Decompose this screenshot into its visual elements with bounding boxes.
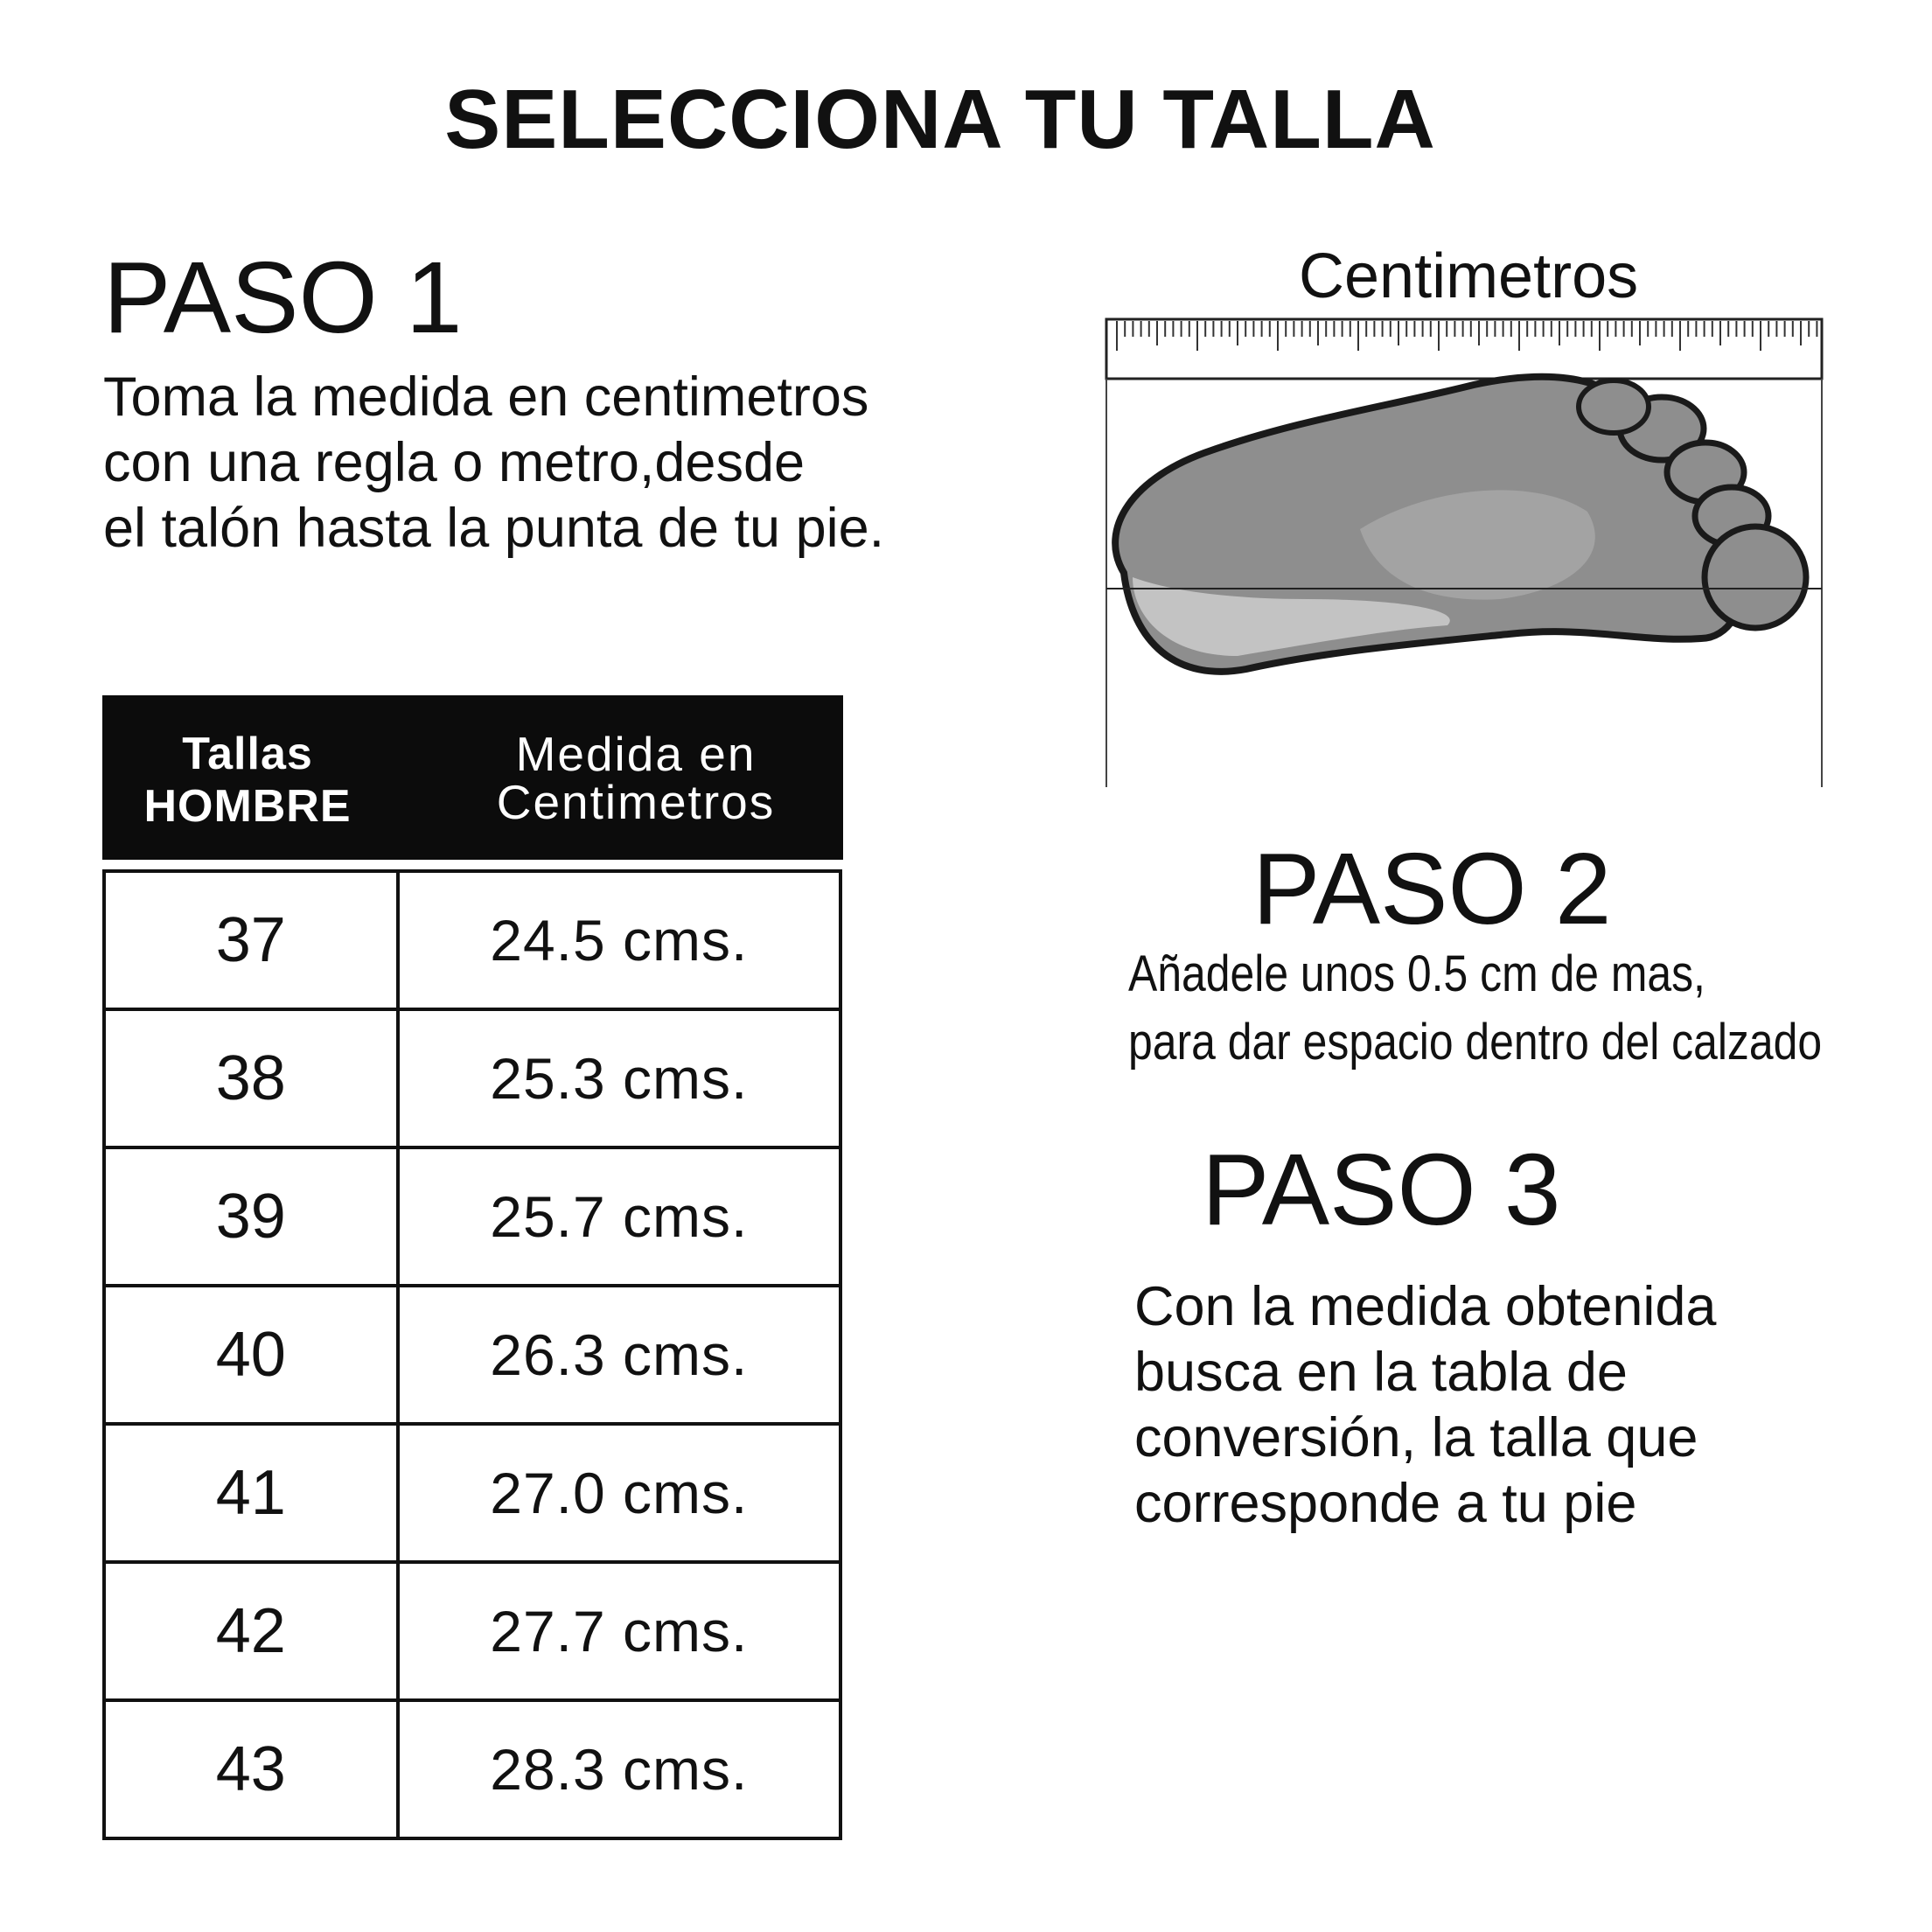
size-cell: 38 bbox=[104, 1009, 398, 1147]
header-tallas-line1: Tallas bbox=[182, 729, 313, 779]
measure-cell: 24.5 cms. bbox=[398, 871, 840, 1009]
paso3-line-3: conversión, la talla que bbox=[1134, 1407, 1698, 1468]
foot-icon bbox=[1106, 377, 1822, 672]
size-cell: 37 bbox=[104, 871, 398, 1009]
paso1-heading: PASO 1 bbox=[103, 241, 463, 354]
size-cell: 39 bbox=[104, 1147, 398, 1286]
paso1-text bbox=[103, 365, 884, 561]
paso3-text bbox=[1134, 1274, 1716, 1537]
measure-cell: 25.7 cms. bbox=[398, 1147, 840, 1286]
paso1-line-3: el talón hasta la punta de tu pie. bbox=[103, 498, 885, 559]
page-title: SELECCIONA TU TALLA bbox=[444, 73, 1436, 166]
table-row bbox=[104, 1700, 840, 1838]
header-medida-line2: Centimetros bbox=[496, 775, 776, 829]
paso3-line-4: corresponde a tu pie bbox=[1134, 1473, 1637, 1534]
paso2-line-2: para dar espacio dentro del calzado bbox=[1128, 1014, 1823, 1071]
measure-cell: 26.3 cms. bbox=[398, 1286, 840, 1424]
paso1-line-2: con una regla o metro,desde bbox=[103, 432, 806, 493]
table-row bbox=[104, 1286, 840, 1424]
size-cell: 41 bbox=[104, 1424, 398, 1562]
paso3-heading: PASO 3 bbox=[1202, 1133, 1561, 1246]
paso3-line-1: Con la medida obtenida bbox=[1134, 1276, 1717, 1337]
size-cell: 42 bbox=[104, 1562, 398, 1700]
size-table-header bbox=[102, 695, 843, 860]
paso2-line-1: Añadele unos 0.5 cm de mas, bbox=[1128, 945, 1705, 1002]
measure-cell: 28.3 cms. bbox=[398, 1700, 840, 1838]
paso1-line-1: Toma la medida en centimetros bbox=[103, 366, 869, 428]
size-table bbox=[102, 869, 842, 1840]
measure-cell: 27.7 cms. bbox=[398, 1562, 840, 1700]
header-col-medida bbox=[452, 727, 820, 829]
table-row bbox=[104, 1562, 840, 1700]
measure-cell: 27.0 cms. bbox=[398, 1424, 840, 1562]
header-tallas-line2: HOMBRE bbox=[143, 781, 352, 832]
header-col-tallas bbox=[102, 728, 393, 833]
measure-cell: 25.3 cms. bbox=[398, 1009, 840, 1147]
foot-measure-figure bbox=[1098, 310, 1841, 800]
table-row bbox=[104, 1147, 840, 1286]
header-medida-line1: Medida en bbox=[515, 727, 757, 781]
ruler-label: Centimetros bbox=[1299, 241, 1639, 311]
table-row bbox=[104, 1424, 840, 1562]
paso2-heading: PASO 2 bbox=[1252, 832, 1612, 945]
table-row bbox=[104, 1009, 840, 1147]
size-cell: 43 bbox=[104, 1700, 398, 1838]
table-row bbox=[104, 871, 840, 1009]
paso2-text bbox=[1128, 940, 1822, 1077]
size-cell: 40 bbox=[104, 1286, 398, 1424]
paso3-line-2: busca en la tabla de bbox=[1134, 1342, 1628, 1403]
